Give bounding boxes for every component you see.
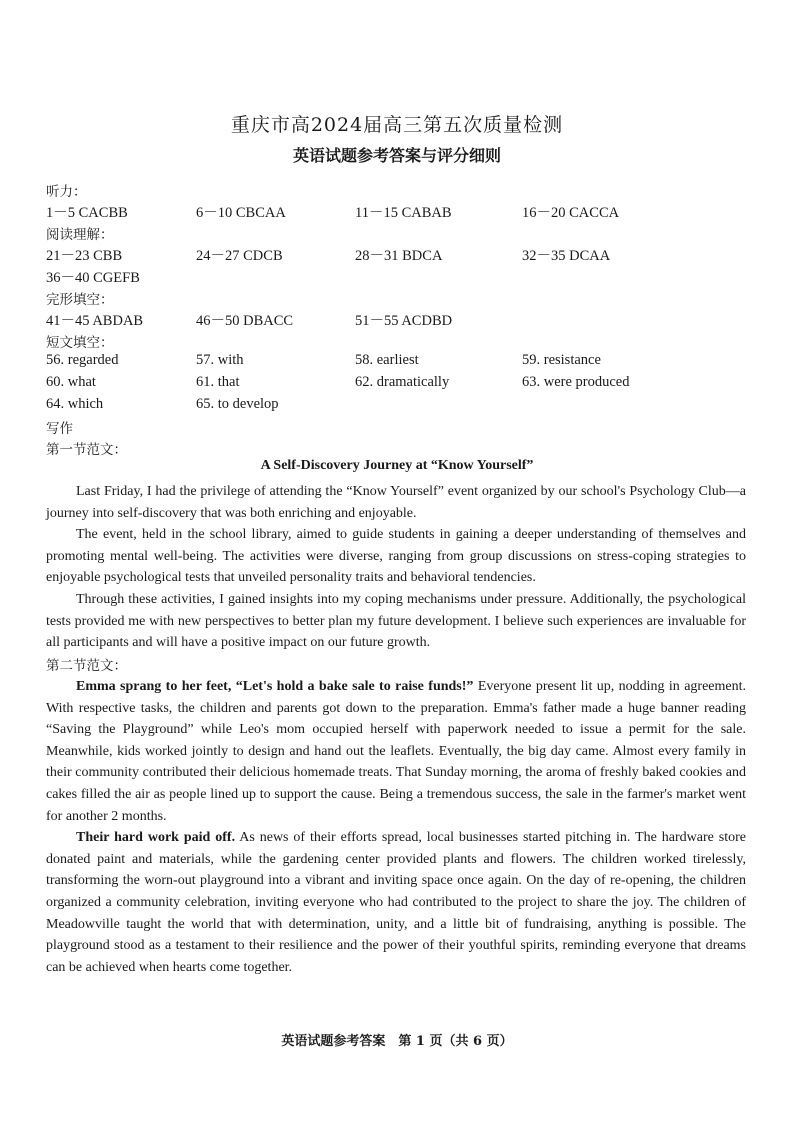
page-footer: 英语试题参考答案 第 1 页（共 6 页）: [281, 1034, 513, 1049]
reading-answer: 28－31 BDCA: [355, 248, 443, 264]
cloze-label: 完形填空：: [46, 292, 114, 308]
grammar-answer: 59. resistance: [522, 352, 601, 368]
reading-answer: 32－35 DCAA: [522, 248, 611, 264]
essay2-p1-lead: Emma sprang to her feet, “Let's hold a bake sale to raise funds!”: [76, 679, 474, 694]
grammar-label: 短文填空：: [46, 335, 114, 351]
listening-answer: 16－20 CACCA: [522, 205, 620, 221]
essay1-paragraph: The event, held in the school library, aimed to guide students in gaining a deeper understanding of themselves and promoting mental well-being. The activities were diverse, ranging from group discussions on stress-coping strategies to enjoyable psychological tests that unveiled personality traits and behavioral tendencies.: [46, 527, 746, 586]
grammar-answer: 65. to develop: [196, 396, 279, 412]
writing-label: 写作: [46, 421, 73, 437]
listening-answer: 11－15 CABAB: [355, 205, 452, 221]
essay2-paragraph: [46, 676, 746, 827]
writing-part2-label: 第二节范文：: [46, 658, 127, 674]
essay2-p2-body: As news of their efforts spread, local businesses started pitching in. The hardware store donated paint and materials, while the gardening center provided plants and flowers. The children worked tirelessly, transforming the worn-out playground into a vibrant and inviting space once again. On the day of re-opening, the children organized a community celebration, inviting everyone who had contributed to the project to share the joy. The children of Meadowville taught the world that with determination, unity, and a little bit of fundraising, anything is possible. The playground stood as a testament to their resilience and the power of their youthful spirits, reminding everyone that dreams can be achieved when hearts come together.: [46, 830, 746, 975]
grammar-answer: 63. were produced: [522, 374, 630, 390]
grammar-answer: 57. with: [196, 352, 244, 368]
grammar-answer: 56. regarded: [46, 352, 119, 368]
essay1-paragraph: Through these activities, I gained insights into my coping mechanisms under pressure. Additionally, the psychological tests provided me with new perspectives to better plan my future development. I believe such experiences are invaluable for all participants and will have a positive impact on our future growth.: [46, 591, 746, 651]
cloze-answer: 51－55 ACDBD: [355, 313, 453, 329]
listening-answer: 6－10 CBCAA: [196, 205, 286, 221]
essay1-paragraph: Last Friday, I had the privilege of attending the “Know Yourself” event organized by our school's Psychology Club—a journey into self-discovery that was both enriching and enjoyable.: [46, 484, 746, 521]
page-subtitle: 英语试题参考答案与评分细则: [292, 146, 501, 165]
writing-part1-label: 第一节范文：: [46, 442, 127, 458]
page-title: 重庆市高2024届高三第五次质量检测: [230, 114, 564, 136]
cloze-answer: 46－50 DBACC: [196, 313, 294, 329]
listening-label: 听力：: [46, 184, 87, 200]
listening-answer: 1－5 CACBB: [46, 205, 128, 221]
reading-answer: 36－40 CGEFB: [46, 270, 140, 286]
essay1-body: [46, 481, 746, 654]
reading-answer: 21－23 CBB: [46, 248, 123, 264]
reading-label: 阅读理解：: [46, 227, 114, 243]
essay1-title: A Self-Discovery Journey at “Know Yourself”: [260, 458, 534, 473]
grammar-answer: 62. dramatically: [355, 374, 450, 390]
grammar-answer: 61. that: [196, 374, 240, 390]
essay2-p2-lead: Their hard work paid off.: [76, 830, 236, 846]
essay2-p1-body: Everyone present lit up, nodding in agreement. With respective tasks, the children and parents got down to the preparation. Emma's father made a huge banner reading “Saving the Playground” while Leo's mom occupied herself with paperwork needed to issue a permit for the sale. Meanwhile, kids worked jointly to design and hand out the leaflets. Eventually, the big day came. Almost every family in their community contributed their delicious homemade treats. That Sunday morning, the aroma of freshly baked cookies and cakes filled the air as people lined up to support the cause. Being a tremendous success, the sale in the farmer's market went for another 2 months.: [46, 679, 746, 824]
grammar-answer: 60. what: [46, 374, 96, 390]
essay2-body: [46, 676, 746, 978]
grammar-answer: 58. earliest: [355, 352, 419, 368]
essay2-paragraph: [46, 827, 746, 978]
grammar-answer: 64. which: [46, 396, 104, 412]
cloze-answer: 41－45 ABDAB: [46, 313, 144, 329]
reading-answer: 24－27 CDCB: [196, 248, 283, 264]
